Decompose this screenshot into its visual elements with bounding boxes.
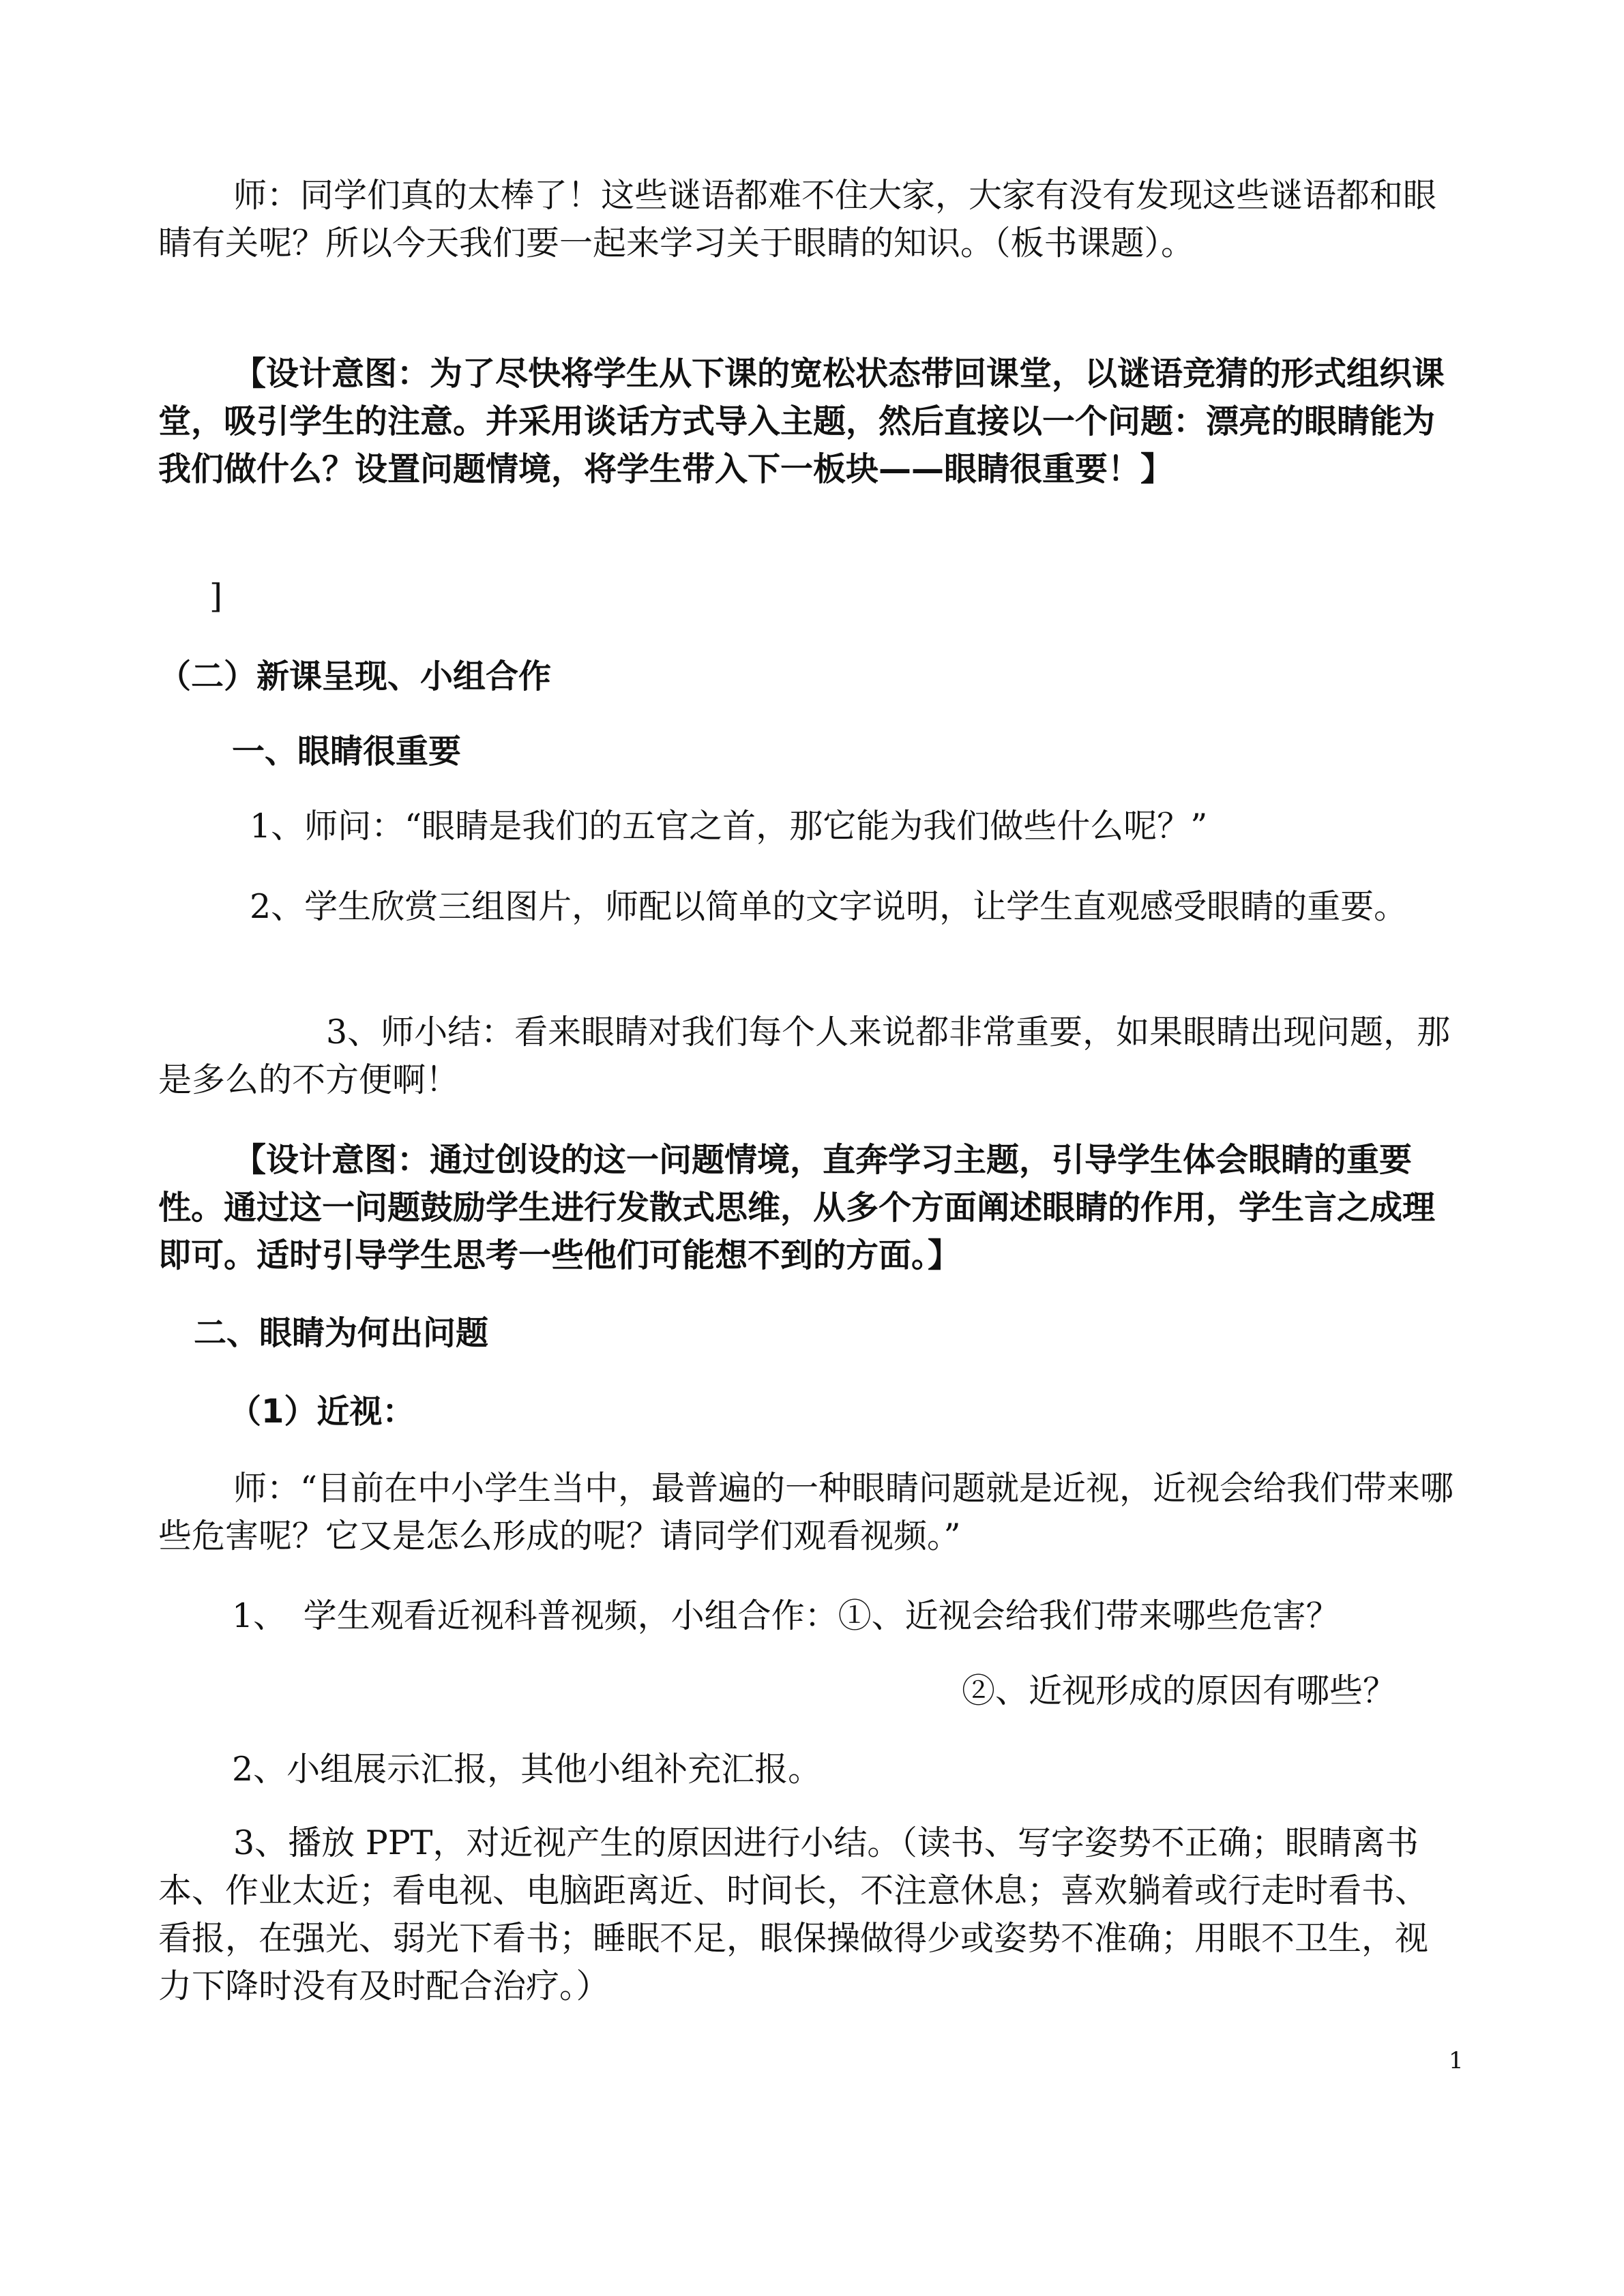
step-2-group-report: 2、小组展示汇报，其他小组补充汇报。 [232,1750,822,1789]
design-intent-paragraph-2: 【设计意图：通过创设的这一问题情境，直奔学习主题，引导学生体会眼睛的重要性。通过这一问题鼓励学生进行发散式思维，从多个方面阐述眼睛的作用，学生言之成理即可。适时引导学生思考一些他们可能想不到的方面。】 [158,1141,1436,1274]
stray-bracket: ] [209,577,223,616]
list-item-students-view-pictures: 2、学生欣赏三组图片，师配以简单的文字说明，让学生直观感受眼睛的重要。 [250,887,1408,926]
teacher-myopia-paragraph: 师：“目前在中小学生当中，最普遍的一种眼睛问题就是近视，近视会给我们带来哪些危害呢？它又是怎么形成的呢？请同学们观看视频。” [158,1469,1454,1555]
list-item-teacher-question: 1、师问：“眼睛是我们的五官之首，那它能为我们做些什么呢？” [250,807,1208,846]
subheading-myopia: （1）近视： [228,1392,415,1431]
step-1-question-2: ②、近视形成的原因有哪些？ [962,1671,1397,1710]
step-3-ppt-summary: 3、播放 PPT，对近视产生的原因进行小结。（读书、写字姿势不正确；眼睛离书本、作业太近；看电视、电脑距离近、时间长，不注意休息；喜欢躺着或行走时看书、看报，在强光、弱光下看书；睡眠不足，眼保操做得少或姿势不准确；用眼不卫生，视力下降时没有及时配合治疗。） [158,1823,1429,2006]
teacher-intro-paragraph: 师：同学们真的太棒了！这些谜语都难不住大家，大家有没有发现这些谜语都和眼睛有关呢？所以今天我们要一起来学习关于眼睛的知识。（板书课题）。 [158,176,1437,263]
subheading-eyes-important: 一、眼睛很重要 [232,732,462,771]
subheading-eye-problems: 二、眼睛为何出问题 [194,1314,489,1352]
list-item-teacher-summary: 3、师小结：看来眼睛对我们每个人来说都非常重要，如果眼睛出现问题，那是多么的不方便啊！ [158,1013,1451,1099]
design-intent-paragraph-1: 【设计意图：为了尽快将学生从下课的宽松状态带回课堂，以谜语竞猜的形式组织课堂，吸引学生的注意。并采用谈话方式导入主题，然后直接以一个问题：漂亮的眼睛能为我们做什么？设置问题情境，将学生带入下一板块——眼睛很重要！】 [158,355,1445,488]
section-heading-new-lesson: （二）新课呈现、小组合作 [158,657,552,696]
page-number: 1 [1449,2047,1464,2074]
step-1-watch-video: 1、 学生观看近视科普视频，小组合作：①、近视会给我们带来哪些危害？ [232,1596,1340,1635]
